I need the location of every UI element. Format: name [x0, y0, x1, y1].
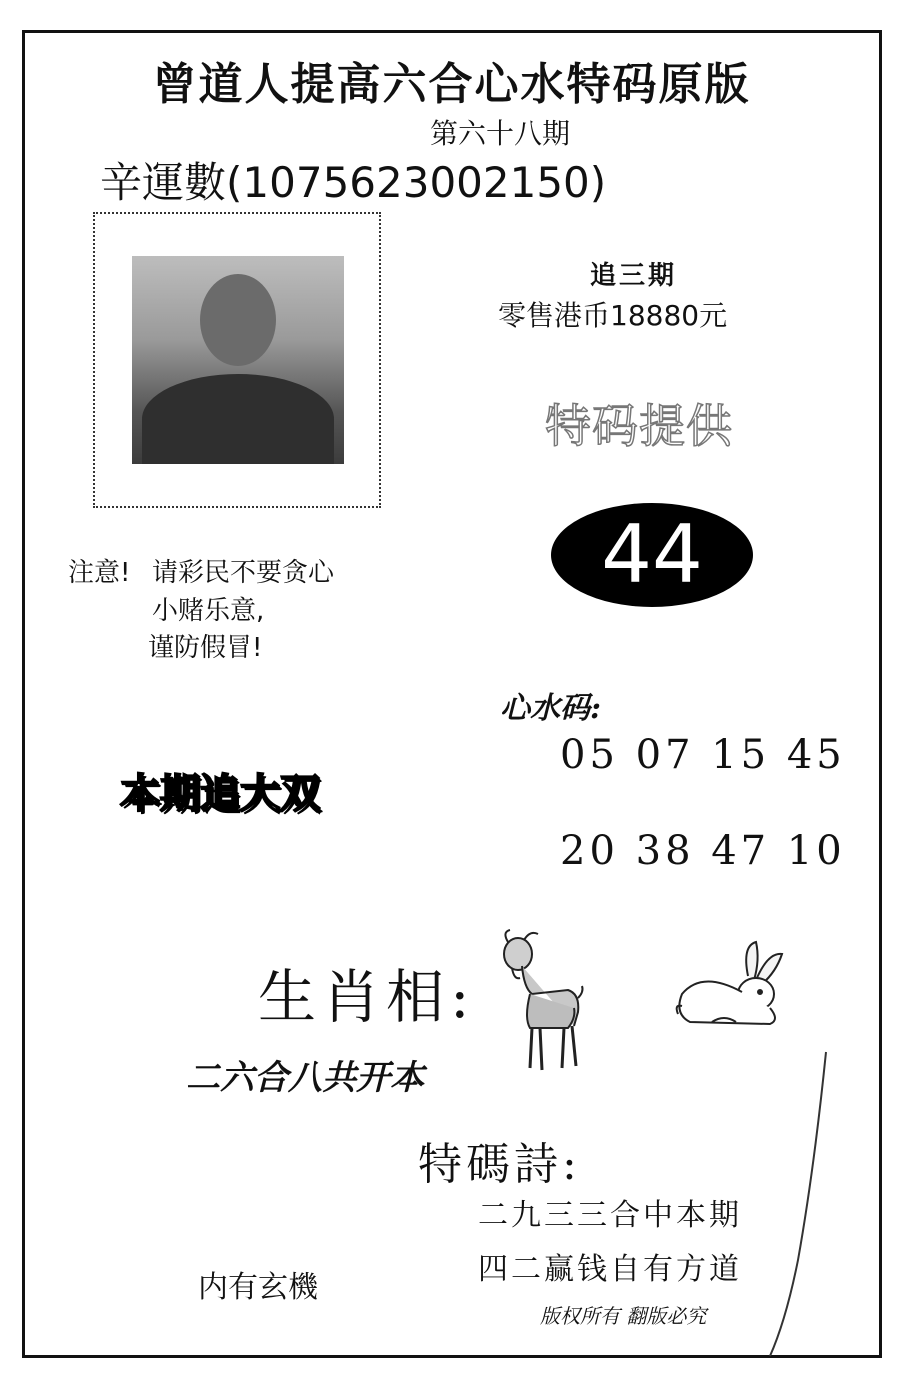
lucky-number-line [100, 150, 606, 210]
copyright-notice: 版权所有 翻版必究 [540, 1304, 707, 1328]
secret-note: 内有玄機 [198, 1270, 318, 1305]
warning-label: 注意! [68, 558, 131, 588]
goat-icon [494, 928, 586, 1080]
portrait-head [200, 274, 276, 366]
lucky-label: 辛運數 [100, 158, 227, 207]
heart-numbers-label: 心水码: [500, 691, 602, 726]
poem-line: 二九三三合中本期 [478, 1198, 742, 1233]
warning-line: 请彩民不要贪心 [152, 558, 335, 588]
page-title: 曾道人提高六合心水特码原版 [152, 59, 751, 110]
zodiac-label: 生肖相: [258, 963, 476, 1031]
heart-numbers-row: 20 38 47 10 [560, 828, 846, 874]
heart-numbers-row: 05 07 15 45 [560, 732, 846, 778]
warning-line: 谨防假冒! [148, 633, 263, 663]
big-double-banner: 本期追大双 [120, 771, 320, 817]
issue-number: 第六十八期 [430, 117, 571, 150]
lucky-number: (1075623002150) [226, 158, 607, 207]
rabbit-icon [672, 936, 788, 1040]
special-number-badge: 44 [551, 503, 753, 607]
warning-line: 小赌乐意, [152, 596, 265, 626]
hint-text: 二六合八共开本 [186, 1058, 424, 1098]
portrait-body [142, 374, 334, 464]
poem-line: 四二赢钱自有方道 [478, 1252, 742, 1287]
decorative-stroke [760, 1050, 830, 1364]
portrait-photo [132, 256, 344, 464]
special-code-provide-label: 特码提供 [545, 399, 733, 453]
chase-periods: 追三期 [590, 261, 678, 291]
poem-label: 特碼詩: [418, 1139, 581, 1190]
retail-price: 零售港币18880元 [498, 299, 728, 332]
